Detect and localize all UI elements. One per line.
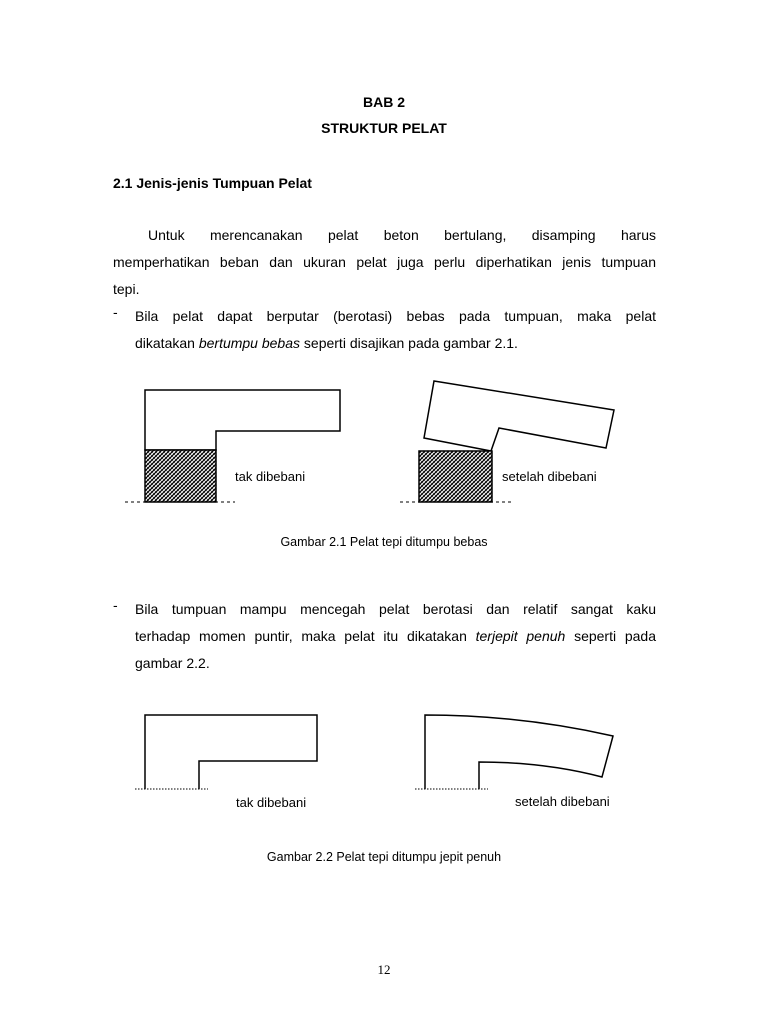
- figure-2-1-right-support: [400, 451, 512, 502]
- figure-2-2-label-left: tak dibebani: [236, 795, 307, 810]
- bullet-1-pre: dikatakan: [135, 335, 199, 351]
- bullet-2-line-3: gambar 2.2.: [135, 655, 210, 671]
- bullet-2-line-1: Bila tumpuan mampu mencegah pelat berotasi dan relatif sangat kaku: [135, 601, 656, 617]
- figure-2-1-caption: Gambar 2.1 Pelat tepi ditumpu bebas: [280, 535, 488, 549]
- chapter-heading: BAB 2: [362, 94, 405, 110]
- figure-2-2-label-right: setelah dibebani: [515, 794, 610, 809]
- figure-2-1-left-support: [125, 450, 235, 502]
- section-heading: 2.1 Jenis-jenis Tumpuan Pelat: [113, 175, 312, 191]
- bullet-2: [135, 596, 656, 677]
- bullet-2-term: terjepit penuh: [475, 628, 566, 644]
- figure-2-2-right-slab: [415, 715, 613, 789]
- page-number: 12: [377, 962, 391, 977]
- bullet-dash-2: -: [113, 597, 118, 613]
- figure-2-1-left-slab: [145, 390, 340, 450]
- bullet-dash-1: -: [113, 304, 118, 320]
- bullet-1-line-1: Bila pelat dapat berputar (berotasi) bebas pada tumpuan, maka pelat: [135, 308, 656, 324]
- intro-line-3: tepi.: [113, 281, 140, 297]
- bullet-2-pre: terhadap momen puntir, maka pelat itu dikatakan: [135, 628, 476, 644]
- bullet-2-post: seperti pada: [565, 628, 656, 644]
- intro-line-1: Untuk merencanakan pelat beton bertulang, disamping harus: [148, 227, 656, 243]
- figure-2-2-left-slab: [135, 715, 317, 789]
- figure-2-2-caption: Gambar 2.2 Pelat tepi ditumpu jepit penuh: [266, 850, 502, 864]
- bullet-1-term: bertumpu bebas: [198, 335, 301, 351]
- figure-2-1-right-slab: [424, 381, 614, 451]
- figure-2-1-label-right: setelah dibebani: [502, 469, 597, 484]
- intro-line-2: memperhatikan beban dan ukuran pelat juga perlu diperhatikan jenis tumpuan: [113, 254, 656, 270]
- bullet-1-post: seperti disajikan pada gambar 2.1.: [300, 335, 518, 351]
- chapter-title: STRUKTUR PELAT: [321, 120, 447, 136]
- figure-2-1-label-left: tak dibebani: [235, 469, 306, 484]
- bullet-2-line-2: [135, 623, 656, 650]
